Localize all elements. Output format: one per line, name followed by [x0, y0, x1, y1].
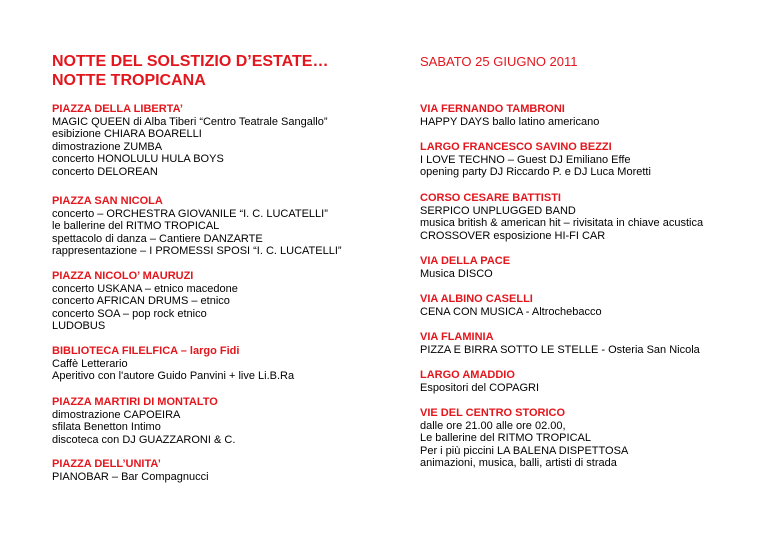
venue-heading: VIA ALBINO CASELLI — [420, 293, 533, 305]
venue-heading: PIAZZA NICOLO’ MAURUZI — [52, 270, 194, 282]
event-line: opening party DJ Riccardo P. e DJ Luca Moretti — [420, 166, 651, 178]
event-line: rappresentazione – I PROMESSI SPOSI “I. C. LUCATELLI” — [52, 245, 342, 257]
event-line: Musica DISCO — [420, 267, 493, 280]
event-line: SERPICO UNPLUGGED BAND — [420, 204, 576, 217]
event-line: Per i più piccini LA BALENA DISPETTOSA — [420, 444, 629, 457]
venue-piazza-nicolo-mauruzi — [52, 270, 392, 333]
venue-largo-amaddio — [420, 369, 750, 394]
venue-heading: VIA FERNANDO TAMBRONI — [420, 103, 565, 115]
title-line-1: NOTTE DEL SOLSTIZIO D’ESTATE… — [52, 53, 329, 70]
venue-via-fernando-tambroni — [420, 103, 750, 128]
venue-heading: CORSO CESARE BATTISTI — [420, 192, 561, 204]
event-line: dalle ore 21.00 alle ore 02.00, — [420, 419, 566, 432]
event-line: I LOVE TECHNO – Guest DJ Emiliano Effe — [420, 153, 631, 166]
venue-heading: LARGO AMADDIO — [420, 369, 515, 381]
venue-heading: VIE DEL CENTRO STORICO — [420, 407, 566, 419]
event-line: CENA CON MUSICA - Altrochebacco — [420, 305, 602, 318]
event-line: spettacolo di danza – Cantiere DANZARTE — [52, 232, 263, 245]
event-line: concerto SOA – pop rock etnico — [52, 307, 207, 320]
venue-largo-francesco-savino-bezzi — [420, 141, 750, 179]
venue-corso-cesare-battisti — [420, 192, 750, 242]
event-date: SABATO 25 GIUGNO 2011 — [420, 54, 578, 69]
event-line: CROSSOVER esposizione HI-FI CAR — [420, 229, 606, 242]
event-line: Espositori del COPAGRI — [420, 381, 540, 394]
venue-piazza-san-nicola — [52, 195, 392, 258]
venue-heading: VIA DELLA PACE — [420, 255, 511, 267]
venue-piazza-dell-unita — [52, 458, 392, 483]
event-line: HAPPY DAYS ballo latino americano — [420, 115, 600, 128]
event-line: LUDOBUS — [52, 320, 106, 332]
event-line: Le ballerine del RITMO TROPICAL — [420, 432, 591, 444]
title-line-2: NOTTE TROPICANA — [52, 72, 206, 89]
venue-heading: VIA FLAMINIA — [420, 331, 494, 343]
event-line: esibizione CHIARA BOARELLI — [52, 128, 202, 140]
event-line: concerto USKANA – etnico macedone — [52, 282, 238, 295]
event-line: MAGIC QUEEN di Alba Tiberi “Centro Teatrale Sangallo” — [52, 115, 328, 128]
event-line: PIANOBAR – Bar Compagnucci — [52, 470, 209, 483]
event-line: Aperitivo con l'autore Guido Panvini + live Li.B.Ra — [52, 370, 295, 382]
venue-heading: LARGO FRANCESCO SAVINO BEZZI — [420, 141, 612, 153]
venue-heading: BIBLIOTECA FILELFICA – largo Fidi — [52, 345, 240, 357]
venue-heading: PIAZZA DELLA LIBERTA’ — [52, 103, 183, 115]
venue-heading: PIAZZA MARTIRI DI MONTALTO — [52, 396, 218, 408]
event-line: animazioni, musica, balli, artisti di strada — [420, 457, 617, 469]
venue-via-albino-caselli — [420, 293, 750, 318]
event-line: concerto AFRICAN DRUMS – etnico — [52, 295, 230, 307]
venue-piazza-martiri-di-montalto — [52, 396, 392, 446]
event-line: PIZZA E BIRRA SOTTO LE STELLE - Osteria San Nicola — [420, 343, 700, 356]
venue-heading: PIAZZA SAN NICOLA — [52, 195, 163, 207]
event-line: concerto – ORCHESTRA GIOVANILE “I. C. LUCATELLI” — [52, 207, 328, 220]
event-line: dimostrazione ZUMBA — [52, 140, 163, 153]
event-line: discoteca con DJ GUAZZARONI & C. — [52, 433, 236, 446]
venue-biblioteca-filelfica — [52, 345, 392, 383]
venue-via-flaminia — [420, 331, 750, 356]
venue-vie-del-centro-storico — [420, 407, 750, 470]
event-line: concerto DELOREAN — [52, 165, 158, 178]
event-line: musica british & american hit – rivisitata in chiave acustica — [420, 217, 704, 229]
venue-heading: PIAZZA DELL’UNITA’ — [52, 458, 161, 470]
venue-piazza-della-liberta — [52, 103, 392, 178]
event-line: dimostrazione CAPOEIRA — [52, 408, 181, 421]
venue-via-della-pace — [420, 255, 750, 280]
page-title — [52, 52, 328, 90]
event-line: sfilata Benetton Intimo — [52, 421, 161, 433]
event-line: le ballerine del RITMO TROPICAL — [52, 220, 220, 232]
event-line: Caffè Letterario — [52, 357, 128, 370]
event-line: concerto HONOLULU HULA BOYS — [52, 153, 224, 165]
